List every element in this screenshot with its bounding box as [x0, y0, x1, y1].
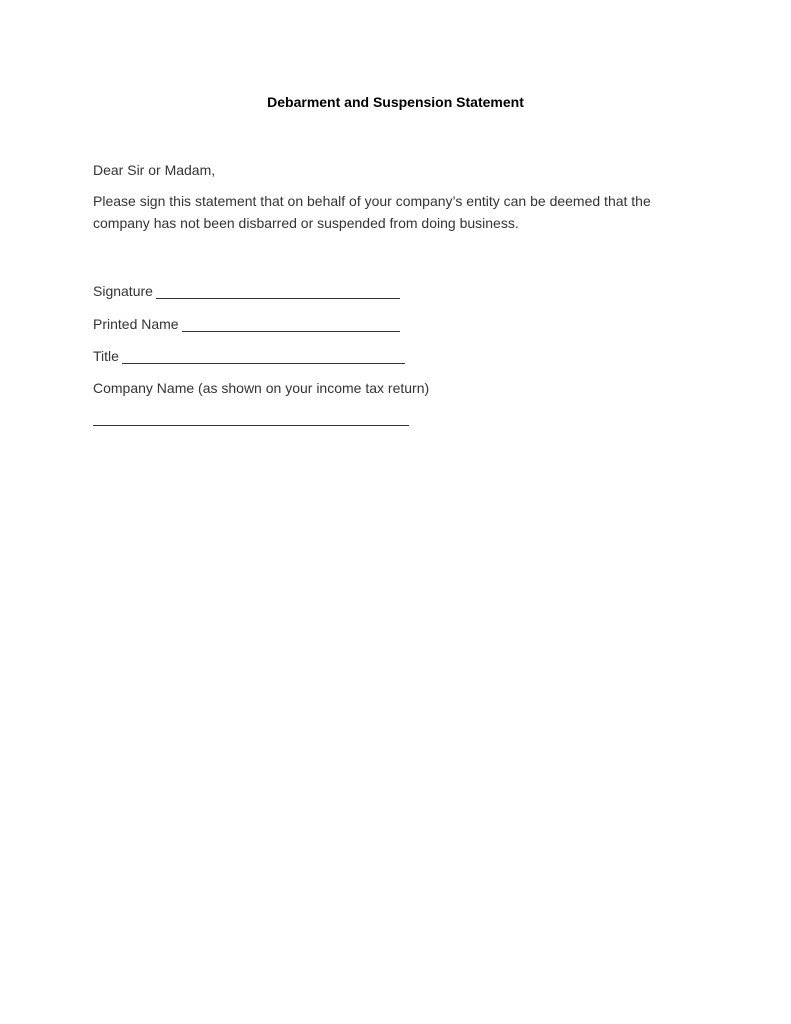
- greeting: Dear Sir or Madam,: [93, 162, 216, 178]
- signature-label: Signature: [93, 283, 153, 299]
- company-name-label: Company Name (as shown on your income tax return): [93, 380, 430, 396]
- body-paragraph: Please sign this statement that on behalf of your company’s entity can be deemed that the company has not been disbarred or suspended from doing business.: [93, 193, 651, 231]
- printed-name-label: Printed Name: [93, 316, 179, 332]
- company-name-field: [93, 376, 429, 396]
- title-label: Title: [93, 348, 119, 364]
- signature-field: [93, 279, 400, 299]
- company-name-line[interactable]: [93, 425, 409, 426]
- document-title: Debarment and Suspension Statement: [267, 94, 524, 110]
- title-field: [93, 344, 405, 364]
- printed-name-field: [93, 312, 400, 332]
- title-line[interactable]: [122, 348, 405, 364]
- printed-name-line[interactable]: [182, 316, 400, 332]
- signature-line[interactable]: [156, 283, 400, 299]
